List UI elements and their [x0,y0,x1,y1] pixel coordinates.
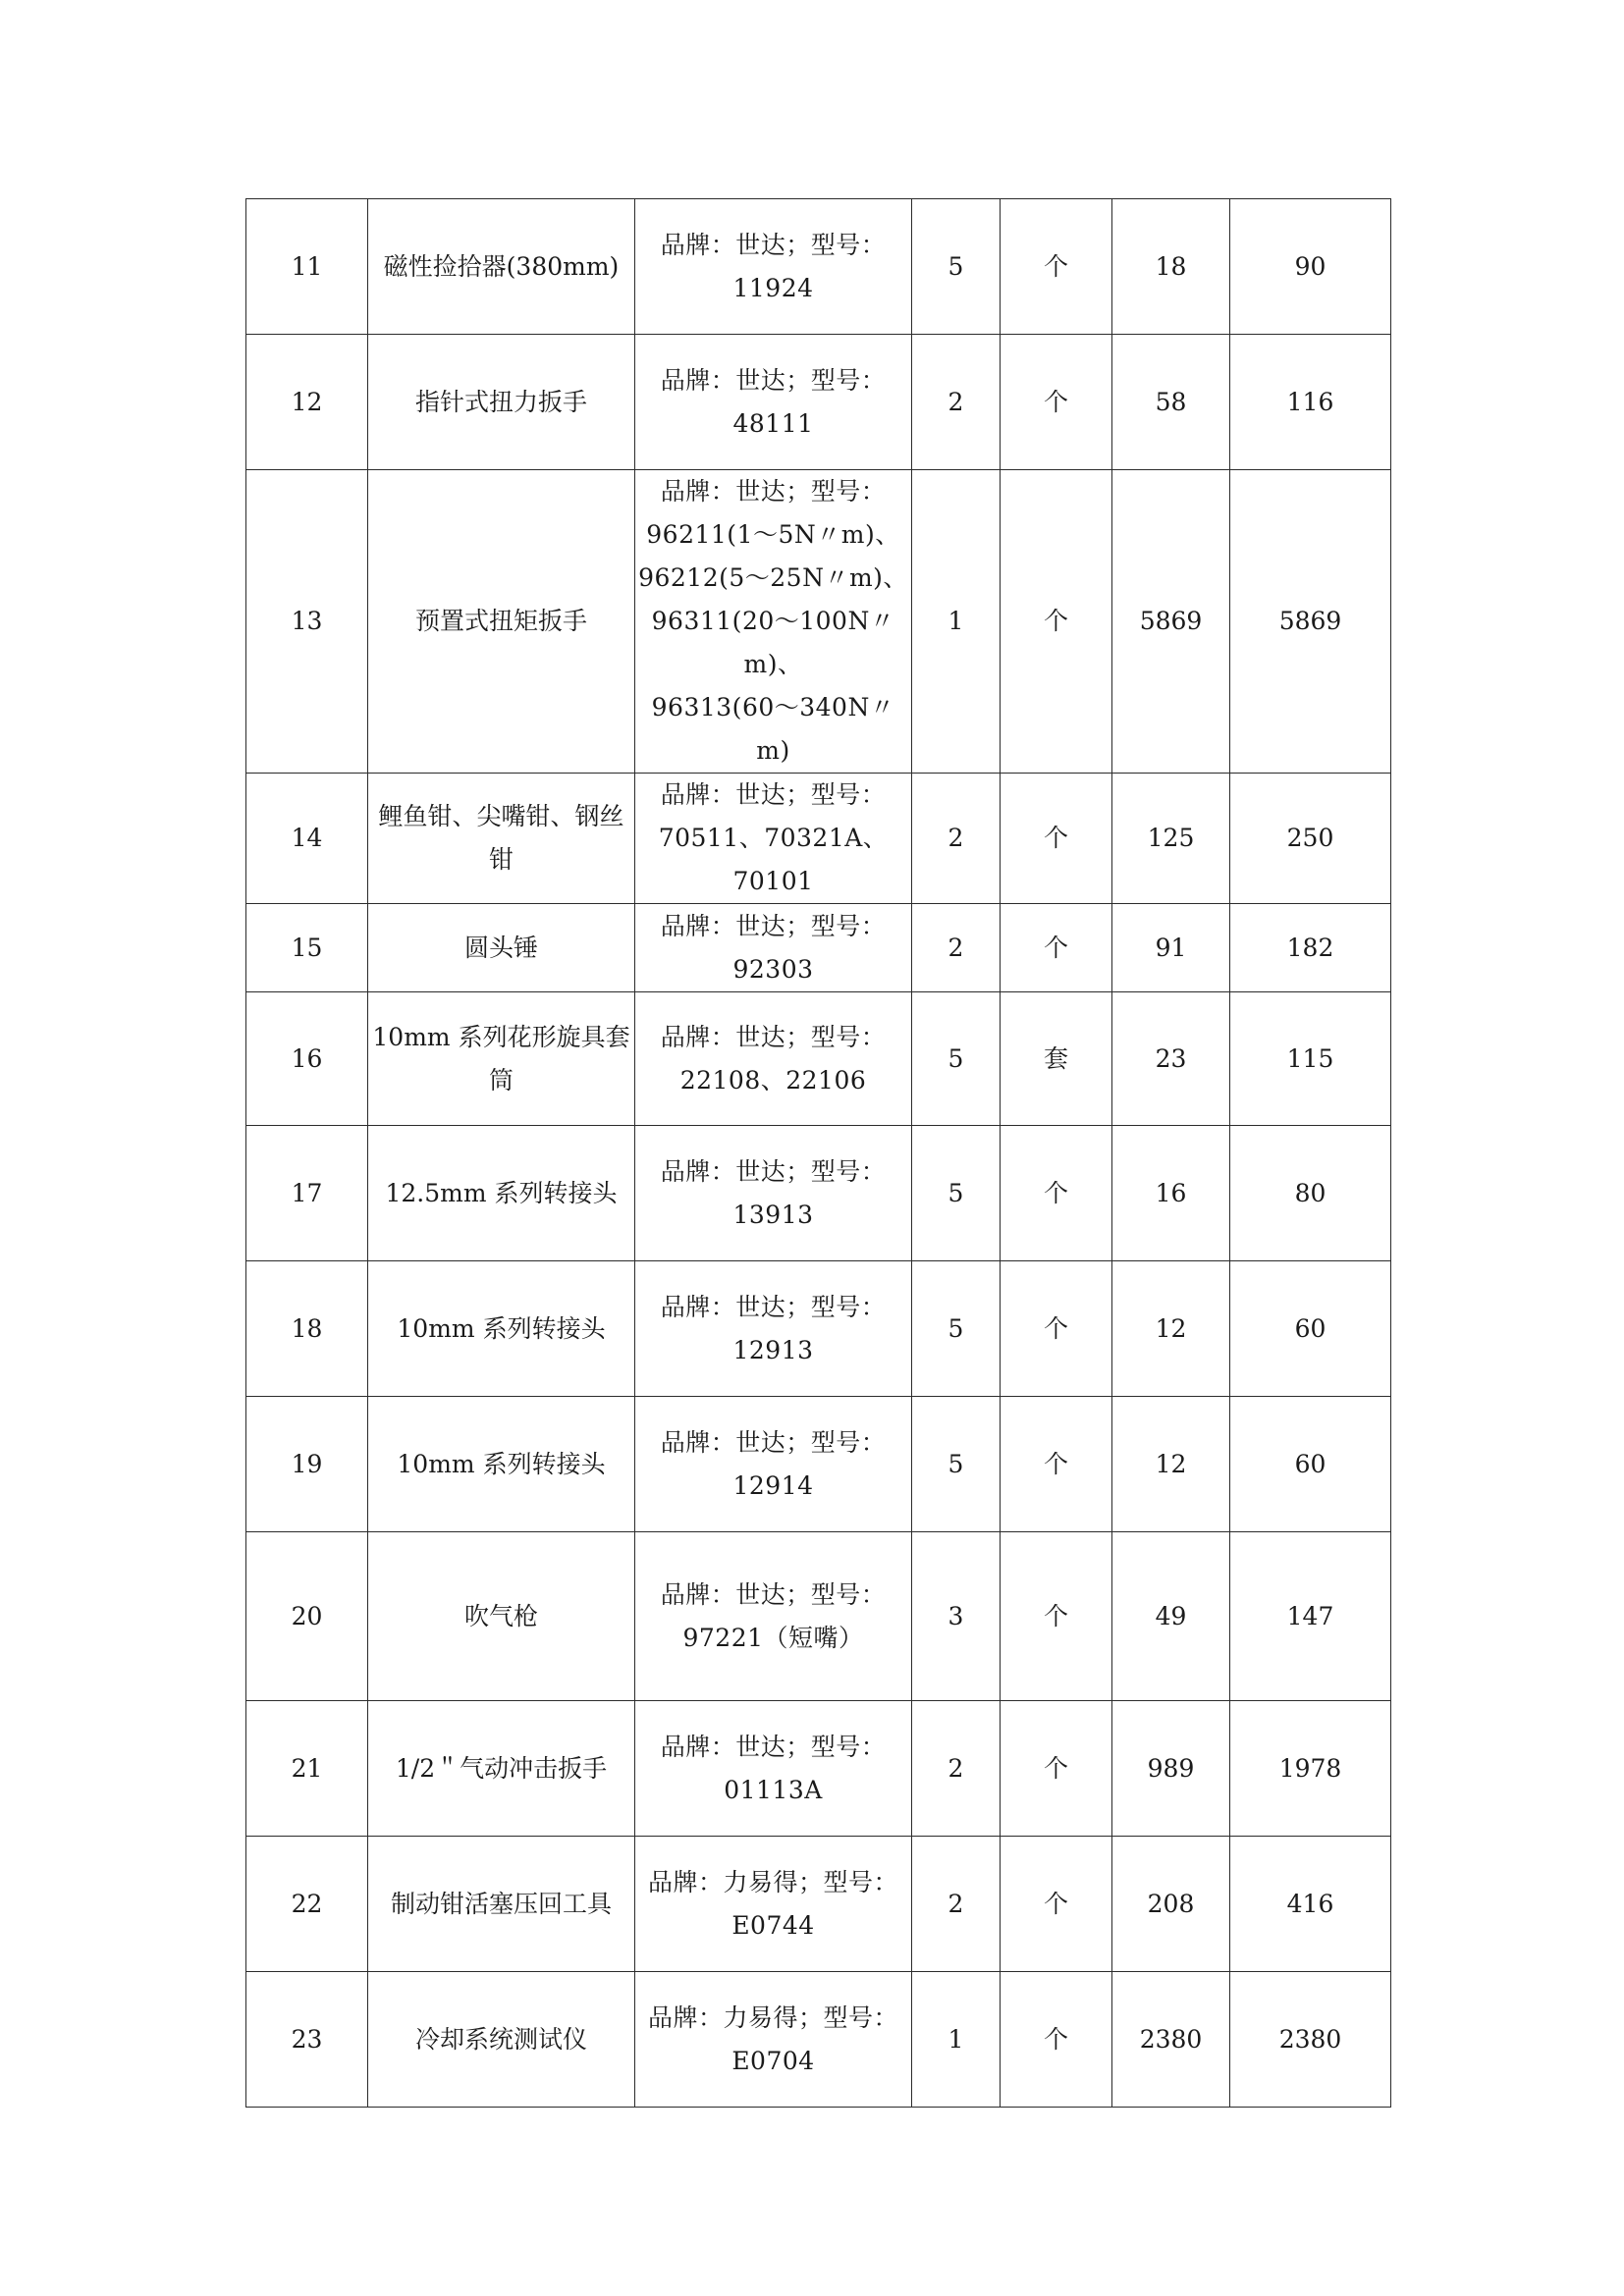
item-unit: 个 [1001,1701,1112,1837]
row-number: 16 [246,992,368,1126]
item-quantity: 5 [912,1397,1001,1532]
table-row [246,1837,1391,1972]
row-number: 17 [246,1126,368,1261]
row-number: 15 [246,904,368,992]
item-unit: 个 [1001,1837,1112,1972]
table-row [246,199,1391,335]
unit-price: 18 [1112,199,1230,335]
item-unit: 个 [1001,1532,1112,1701]
row-number: 21 [246,1701,368,1837]
item-spec: 品牌：世达；型号： 96211(1～5N〃m)、 96212(5～25N〃m)、 96311(20～100N〃m)、 96313(60～340N〃m) [635,470,912,774]
item-spec: 品牌：世达；型号： 70511、70321A、70101 [635,774,912,904]
item-spec: 品牌：世达；型号： 11924 [635,199,912,335]
item-total: 1978 [1230,1701,1391,1837]
item-quantity: 2 [912,1837,1001,1972]
item-quantity: 5 [912,1261,1001,1397]
item-unit: 个 [1001,1126,1112,1261]
item-total: 250 [1230,774,1391,904]
item-spec: 品牌：力易得；型号： E0744 [635,1837,912,1972]
table-row [246,470,1391,774]
item-quantity: 1 [912,1972,1001,2108]
item-total: 80 [1230,1126,1391,1261]
item-quantity: 5 [912,992,1001,1126]
item-name: 鲤鱼钳、尖嘴钳、钢丝 钳 [368,774,635,904]
item-total: 115 [1230,992,1391,1126]
table-row [246,904,1391,992]
item-unit: 个 [1001,1261,1112,1397]
unit-price: 5869 [1112,470,1230,774]
item-name: 制动钳活塞压回工具 [368,1837,635,1972]
item-spec: 品牌：世达；型号： 48111 [635,335,912,470]
item-spec: 品牌：世达；型号： 97221（短嘴） [635,1532,912,1701]
item-name: 1/2＂气动冲击扳手 [368,1701,635,1837]
item-unit: 套 [1001,992,1112,1126]
unit-price: 125 [1112,774,1230,904]
item-spec: 品牌：力易得；型号： E0704 [635,1972,912,2108]
item-unit: 个 [1001,199,1112,335]
row-number: 18 [246,1261,368,1397]
item-quantity: 3 [912,1532,1001,1701]
item-unit: 个 [1001,1397,1112,1532]
item-name: 10mm 系列花形旋具套 筒 [368,992,635,1126]
item-name: 冷却系统测试仪 [368,1972,635,2108]
table-row [246,1972,1391,2108]
item-quantity: 2 [912,774,1001,904]
unit-price: 989 [1112,1701,1230,1837]
item-quantity: 2 [912,904,1001,992]
item-total: 90 [1230,199,1391,335]
table-row [246,774,1391,904]
item-quantity: 2 [912,335,1001,470]
item-spec: 品牌：世达；型号： 01113A [635,1701,912,1837]
item-name: 10mm 系列转接头 [368,1397,635,1532]
table-row [246,1532,1391,1701]
item-spec: 品牌：世达；型号： 92303 [635,904,912,992]
item-total: 147 [1230,1532,1391,1701]
row-number: 23 [246,1972,368,2108]
unit-price: 208 [1112,1837,1230,1972]
item-name: 10mm 系列转接头 [368,1261,635,1397]
table-row [246,1701,1391,1837]
item-total: 116 [1230,335,1391,470]
item-name: 吹气枪 [368,1532,635,1701]
item-quantity: 5 [912,1126,1001,1261]
item-unit: 个 [1001,335,1112,470]
table-row [246,1397,1391,1532]
item-spec: 品牌：世达；型号： 13913 [635,1126,912,1261]
item-quantity: 5 [912,199,1001,335]
unit-price: 12 [1112,1397,1230,1532]
item-spec: 品牌：世达；型号： 12914 [635,1397,912,1532]
item-name: 12.5mm 系列转接头 [368,1126,635,1261]
item-total: 5869 [1230,470,1391,774]
unit-price: 2380 [1112,1972,1230,2108]
item-unit: 个 [1001,1972,1112,2108]
item-total: 2380 [1230,1972,1391,2108]
item-name: 圆头锤 [368,904,635,992]
item-name: 预置式扭矩扳手 [368,470,635,774]
unit-price: 12 [1112,1261,1230,1397]
item-spec: 品牌：世达；型号： 22108、22106 [635,992,912,1126]
unit-price: 49 [1112,1532,1230,1701]
item-quantity: 2 [912,1701,1001,1837]
unit-price: 23 [1112,992,1230,1126]
item-quantity: 1 [912,470,1001,774]
unit-price: 58 [1112,335,1230,470]
item-total: 182 [1230,904,1391,992]
item-unit: 个 [1001,904,1112,992]
row-number: 14 [246,774,368,904]
item-total: 60 [1230,1261,1391,1397]
row-number: 12 [246,335,368,470]
unit-price: 16 [1112,1126,1230,1261]
item-spec: 品牌：世达；型号： 12913 [635,1261,912,1397]
unit-price: 91 [1112,904,1230,992]
item-total: 416 [1230,1837,1391,1972]
table-row [246,1261,1391,1397]
item-unit: 个 [1001,470,1112,774]
item-name: 指针式扭力扳手 [368,335,635,470]
item-unit: 个 [1001,774,1112,904]
row-number: 11 [246,199,368,335]
table-row [246,335,1391,470]
row-number: 20 [246,1532,368,1701]
row-number: 13 [246,470,368,774]
table-row [246,992,1391,1126]
row-number: 22 [246,1837,368,1972]
item-total: 60 [1230,1397,1391,1532]
table-row [246,1126,1391,1261]
item-name: 磁性捡拾器(380mm) [368,199,635,335]
equipment-table [245,198,1391,2108]
row-number: 19 [246,1397,368,1532]
table-body [246,199,1391,2108]
